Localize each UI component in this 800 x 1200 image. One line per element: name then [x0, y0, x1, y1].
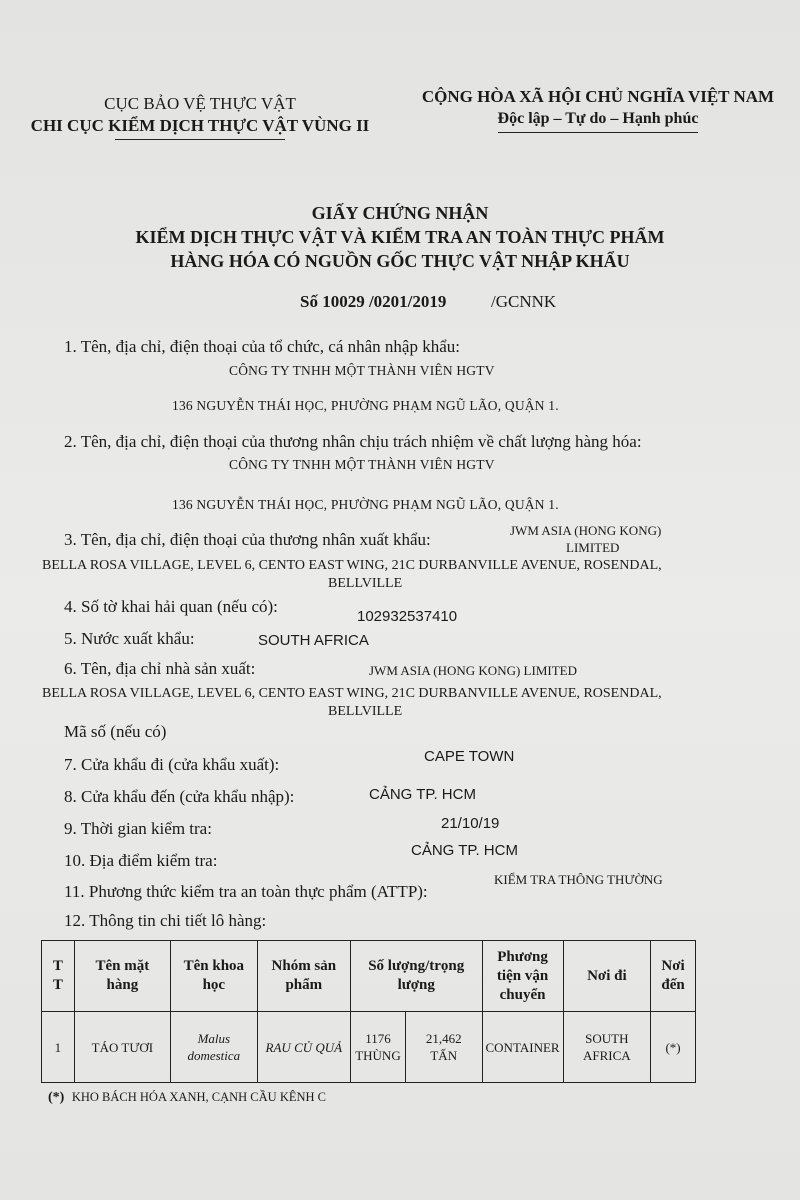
food-safety-inspection-method: KIỂM TRA THÔNG THƯỜNG [494, 872, 663, 887]
table-row [42, 1012, 696, 1083]
header-destination: Nơi đến [651, 941, 696, 1012]
motto-underline [498, 132, 698, 133]
header-scientific-name: Tên khoa học [171, 941, 258, 1012]
certificate-number-suffix: /GCNNK [491, 292, 557, 311]
customs-declaration-number: 102932537410 [357, 608, 458, 625]
responsible-trader-address: 136 NGUYỄN THÁI HỌC, PHƯỜNG PHẠM NGŨ LÃO, QUẬN 1. [172, 497, 559, 512]
departure-port: CAPE TOWN [424, 748, 515, 765]
nation-line1: CỘNG HÒA XÃ HỘI CHỦ NGHĨA VIỆT NAM [421, 87, 775, 106]
importer-name: CÔNG TY TNHH MỘT THÀNH VIÊN HGTV [229, 363, 495, 378]
export-country: SOUTH AFRICA [258, 632, 369, 649]
header-transport-vehicle: Phương tiện vận chuyển [482, 941, 563, 1012]
agency-line2: CHI CỤC KIỂM DỊCH THỰC VẬT VÙNG II [30, 116, 370, 135]
field-6-label: 6. Tên, địa chỉ nhà sản xuất: [64, 659, 256, 678]
agency-underline [115, 139, 285, 140]
footnote [48, 1090, 326, 1106]
importer-address: 136 NGUYỄN THÁI HỌC, PHƯỜNG PHẠM NGŨ LÃO, QUẬN 1. [172, 398, 559, 413]
manufacturer-code-label: Mã số (nếu có) [64, 722, 167, 741]
field-1-label: 1. Tên, địa chỉ, điện thoại của tổ chức, cá nhân nhập khẩu: [64, 337, 460, 356]
cell-scientific-name: Malus domestica [171, 1012, 258, 1083]
manufacturer-name: JWM ASIA (HONG KONG) LIMITED [369, 663, 577, 678]
field-5-label: 5. Nước xuất khẩu: [64, 629, 195, 648]
manufacturer-address-line2: BELLVILLE [328, 704, 403, 719]
field-2-label: 2. Tên, địa chỉ, điện thoại của thương nhân chịu trách nhiệm về chất lượng hàng hóa: [64, 432, 642, 451]
field-11-label: 11. Phương thức kiểm tra an toàn thực phẩm (ATTP): [64, 882, 428, 901]
cell-destination: (*) [651, 1012, 696, 1083]
footnote-text: KHO BÁCH HÓA XANH, CẠNH CẦU KÊNH C [71, 1090, 327, 1104]
cell-product-group: RAU CỦ QUẢ [257, 1012, 350, 1083]
national-motto [398, 86, 798, 133]
footnote-mark: (*) [48, 1090, 65, 1105]
header-product-group: Nhóm sản phẩm [257, 941, 350, 1012]
issuing-agency [0, 93, 400, 140]
inspection-location: CẢNG TP. HCM [411, 842, 518, 859]
field-7-label: 7. Cửa khẩu đi (cửa khẩu xuất): [64, 755, 280, 774]
certificate-number: Số 10029 /0201/2019 [300, 292, 447, 311]
exporter-name-line1: JWM ASIA (HONG KONG) [510, 523, 662, 538]
cell-weight: 21,462 TẤN [405, 1012, 482, 1083]
table-header-row [42, 941, 696, 1012]
cell-vehicle: CONTAINER [482, 1012, 563, 1083]
header-item-name: Tên mặt hàng [74, 941, 170, 1012]
document-subtitle-2: HÀNG HÓA CÓ NGUỒN GỐC THỰC VẬT NHẬP KHẨU [170, 251, 630, 271]
cell-item-name: TÁO TƯƠI [74, 1012, 170, 1083]
field-4-label: 4. Số tờ khai hải quan (nếu có): [64, 597, 278, 616]
field-10-label: 10. Địa điểm kiểm tra: [64, 851, 218, 870]
header-origin: Nơi đi [563, 941, 651, 1012]
field-12-label: 12. Thông tin chi tiết lô hàng: [64, 911, 267, 930]
header-quantity-weight: Số lượng/trọng lượng [351, 941, 483, 1012]
arrival-port: CẢNG TP. HCM [369, 786, 476, 803]
agency-line1: CỤC BẢO VỆ THỰC VẬT [104, 94, 296, 113]
field-9-label: 9. Thời gian kiểm tra: [64, 819, 212, 838]
document-subtitle-1: KIỂM DỊCH THỰC VẬT VÀ KIỂM TRA AN TOÀN THỰC PHẨM [135, 227, 665, 247]
exporter-address-line1: BELLA ROSA VILLAGE, LEVEL 6, CENTO EAST WING, 21C DURBANVILLE AVENUE, ROSENDAL, [42, 558, 662, 573]
cell-tt: 1 [42, 1012, 75, 1083]
cell-origin: SOUTH AFRICA [563, 1012, 651, 1083]
cell-quantity: 1176 THÙNG [351, 1012, 406, 1083]
manufacturer-address-line1: BELLA ROSA VILLAGE, LEVEL 6, CENTO EAST WING, 21C DURBANVILLE AVENUE, ROSENDAL, [42, 686, 662, 701]
inspection-date: 21/10/19 [441, 815, 500, 832]
field-8-label: 8. Cửa khẩu đến (cửa khẩu nhập): [64, 787, 295, 806]
exporter-address-line2: BELLVILLE [328, 576, 403, 591]
responsible-trader-name: CÔNG TY TNHH MỘT THÀNH VIÊN HGTV [229, 457, 495, 472]
exporter-name-line2: LIMITED [566, 540, 620, 555]
shipment-details-table [41, 940, 696, 1083]
nation-line2: Độc lập – Tự do – Hạnh phúc [497, 110, 699, 127]
field-3-label: 3. Tên, địa chỉ, điện thoại của thương nhân xuất khẩu: [64, 530, 431, 549]
header-tt: T T [42, 941, 75, 1012]
document-title: GIẤY CHỨNG NHẬN [311, 203, 489, 223]
